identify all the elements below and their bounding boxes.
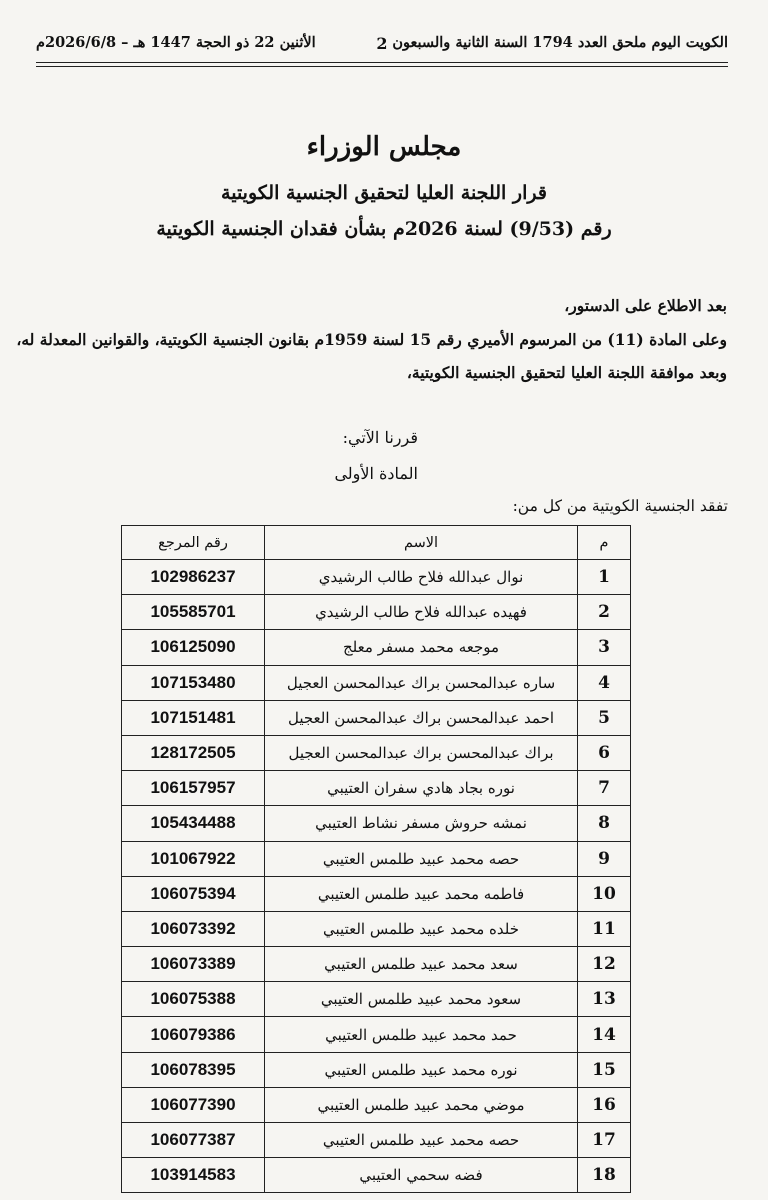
table-row: [122, 560, 631, 595]
row-ref: 106077387: [122, 1123, 265, 1158]
names-table: [121, 525, 631, 1193]
row-ref: 106125090: [122, 630, 265, 665]
header-date: الأثنين 22 ذو الحجة 1447 هـ – 2026/6/8م: [36, 34, 316, 51]
table-row: [122, 1158, 631, 1193]
table-row: [122, 1087, 631, 1122]
header-rule-top: [36, 62, 728, 63]
table-row: [122, 841, 631, 876]
row-ref: 106073392: [122, 911, 265, 946]
table-row: [122, 911, 631, 946]
row-name: حمد محمد عبيد طلمس العتيبي: [265, 1017, 578, 1052]
row-num: 7: [578, 771, 631, 806]
row-name: نوره محمد عبيد طلمس العتيبي: [265, 1052, 578, 1087]
row-ref: 128172505: [122, 735, 265, 770]
row-ref: 107153480: [122, 665, 265, 700]
preamble-line-3: وبعد موافقة اللجنة العليا لتحقيق الجنسية الكويتية،: [406, 363, 727, 382]
row-name: حصه محمد عبيد طلمس العتيبي: [265, 841, 578, 876]
loss-statement: تفقد الجنسية الكويتية من كل من:: [512, 497, 728, 515]
row-ref: 106079386: [122, 1017, 265, 1052]
row-num: 17: [578, 1123, 631, 1158]
header-issue: الكويت اليوم ملحق العدد 1794 السنة الثانية والسبعون: [392, 34, 728, 51]
row-ref: 102986237: [122, 560, 265, 595]
row-num: 14: [578, 1017, 631, 1052]
row-num: 16: [578, 1087, 631, 1122]
row-name: نمشه حروش مسفر نشاط العتيبي: [265, 806, 578, 841]
row-num: 11: [578, 911, 631, 946]
row-name: حصه محمد عبيد طلمس العتيبي: [265, 1123, 578, 1158]
row-ref: 106077390: [122, 1087, 265, 1122]
row-name: سعود محمد عبيد طلمس العتيبي: [265, 982, 578, 1017]
row-ref: 106078395: [122, 1052, 265, 1087]
row-num: 2: [578, 595, 631, 630]
table-row: [122, 806, 631, 841]
header-ref: رقم المرجع: [122, 526, 265, 560]
row-name: نوره بجاد هادي سفران العتيبي: [265, 771, 578, 806]
row-name: سعد محمد عبيد طلمس العتيبي: [265, 947, 578, 982]
header-rule-bottom: [36, 66, 728, 67]
table-row: [122, 1052, 631, 1087]
row-ref: 105585701: [122, 595, 265, 630]
row-ref: 101067922: [122, 841, 265, 876]
row-ref: 106073389: [122, 947, 265, 982]
row-ref: 106075388: [122, 982, 265, 1017]
table-row: [122, 665, 631, 700]
row-ref: 105434488: [122, 806, 265, 841]
row-name: موجعه محمد مسفر معلج: [265, 630, 578, 665]
decision-title: قرار اللجنة العليا لتحقيق الجنسية الكويتية: [221, 182, 547, 204]
row-num: 13: [578, 982, 631, 1017]
header-num: م: [578, 526, 631, 560]
table-header-row: [122, 526, 631, 560]
row-ref: 103914583: [122, 1158, 265, 1193]
table-row: [122, 1017, 631, 1052]
decided-heading: قررنا الآتي:: [342, 428, 418, 447]
table-row: [122, 982, 631, 1017]
row-name: موضي محمد عبيد طلمس العتيبي: [265, 1087, 578, 1122]
row-num: 8: [578, 806, 631, 841]
decision-number: رقم (9/53) لسنة 2026م بشأن فقدان الجنسية الكويتية: [156, 218, 612, 240]
preamble-line-2: وعلى المادة (11) من المرسوم الأميري رقم 15 لسنة 1959م بقانون الجنسية الكويتية، والقوانين المعدلة له،: [16, 330, 727, 349]
row-num: 4: [578, 665, 631, 700]
article-heading: المادة الأولى: [334, 464, 418, 483]
table-body: [122, 560, 631, 1193]
table-row: [122, 1123, 631, 1158]
row-name: براك عبدالمحسن براك عبدالمحسن العجيل: [265, 735, 578, 770]
row-ref: 106157957: [122, 771, 265, 806]
header-page-number: 2: [376, 34, 388, 53]
table-row: [122, 771, 631, 806]
council-title: مجلس الوزراء: [306, 132, 462, 162]
row-name: احمد عبدالمحسن براك عبدالمحسن العجيل: [265, 700, 578, 735]
row-ref: 106075394: [122, 876, 265, 911]
row-num: 3: [578, 630, 631, 665]
row-num: 1: [578, 560, 631, 595]
row-name: فهيده عبدالله فلاح طالب الرشيدي: [265, 595, 578, 630]
table-row: [122, 735, 631, 770]
header-name: الاسم: [265, 526, 578, 560]
row-num: 12: [578, 947, 631, 982]
row-num: 10: [578, 876, 631, 911]
row-num: 6: [578, 735, 631, 770]
row-name: فاطمه محمد عبيد طلمس العتيبي: [265, 876, 578, 911]
row-num: 5: [578, 700, 631, 735]
table-row: [122, 700, 631, 735]
page-header: [36, 30, 728, 60]
table-row: [122, 595, 631, 630]
table-row: [122, 876, 631, 911]
row-name: فضه سحمي العتيبي: [265, 1158, 578, 1193]
row-num: 9: [578, 841, 631, 876]
preamble-line-1: بعد الاطلاع على الدستور،: [564, 296, 727, 315]
table-row: [122, 630, 631, 665]
table-row: [122, 947, 631, 982]
row-num: 15: [578, 1052, 631, 1087]
row-name: نوال عبدالله فلاح طالب الرشيدي: [265, 560, 578, 595]
row-name: ساره عبدالمحسن براك عبدالمحسن العجيل: [265, 665, 578, 700]
row-num: 18: [578, 1158, 631, 1193]
row-name: خلده محمد عبيد طلمس العتيبي: [265, 911, 578, 946]
row-ref: 107151481: [122, 700, 265, 735]
